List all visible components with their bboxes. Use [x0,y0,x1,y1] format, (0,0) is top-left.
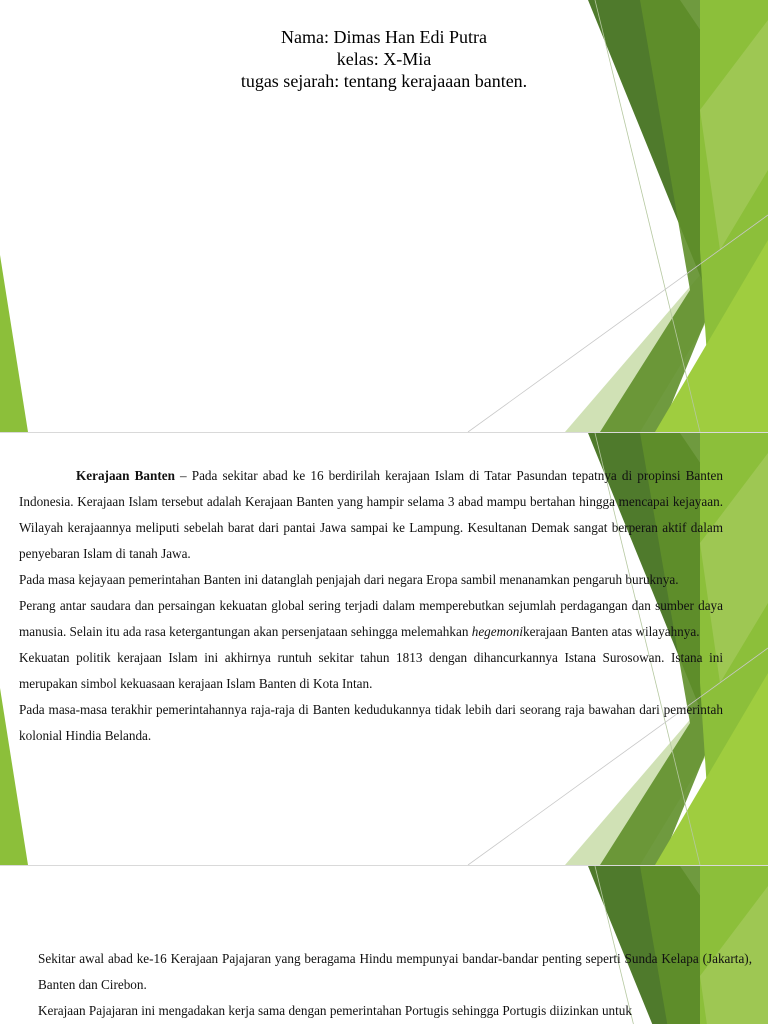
paragraph-3-start: Perang antar saudara dan persaingan kekuatan global sering terjadi dalam memperebutkan sejumlah perdagangan dan sumber daya manusia. Selain itu ada rasa ketergantungan akan persenjataan sehingga melemahkan [19,598,723,639]
slide-3-content [38,946,752,1024]
slide-1 [0,0,768,432]
paragraph-intro [19,463,723,567]
title-class: kelas: X-Mia [336,49,432,69]
slide-2-content [19,463,723,749]
paragraph-3-italic: hegemoni [471,624,524,639]
intro-text: – Pada sekitar abad ke 16 berdirilah kerajaan Islam di Tatar Pasundan tepatnya di propinsi Banten Indonesia. Kerajaan Islam tersebut adalah Kerajaan Banten yang hampir selama 3 abad mampu bertahan hingga mencapai kejayaan. Wilayah kerajaannya meliputi sebelah barat dari pantai Jawa sampai ke Lampung. Kesultanan Demak sangat berperan aktif dalam penyebaran Islam di tanah Jawa. [19,468,723,561]
paragraph-3 [19,593,723,645]
title-assignment: tugas sejarah: tentang kerajaaan banten. [240,71,528,91]
paragraph-2: Pada masa kejayaan pemerintahan Banten ini datanglah penjajah dari negara Eropa sambil menanamkan pengaruh buruknya. [19,572,679,587]
paragraph-1: Sekitar awal abad ke-16 Kerajaan Pajajaran yang beragama Hindu mempunyai bandar-bandar penting seperti Sunda Kelapa (Jakarta), Banten dan Cirebon. [38,951,752,992]
slide-3 [0,866,768,1024]
intro-heading: Kerajaan Banten [76,468,175,483]
slide-2 [0,433,768,865]
title-name: Nama: Dimas Han Edi Putra [281,27,487,47]
title-block [0,26,768,92]
paragraph-4: Kekuatan politik kerajaan Islam ini akhirnya runtuh sekitar tahun 1813 dengan dihancurkannya Istana Surosowan. Istana ini merupakan simbol kekuasaan kerajaan Islam Banten di Kota Intan. [19,650,723,691]
paragraph-2: Kerajaan Pajajaran ini mengadakan kerja sama dengan pemerintahan Portugis sehingga Portugis diizinkan untuk [38,1003,632,1018]
paragraph-5: Pada masa-masa terakhir pemerintahannya raja-raja di Banten kedudukannya tidak lebih dari seorang raja bawahan dari pemerintah kolonial Hindia Belanda. [19,702,723,743]
paragraph-3-end: kerajaan Banten atas wilayahnya. [523,624,700,639]
